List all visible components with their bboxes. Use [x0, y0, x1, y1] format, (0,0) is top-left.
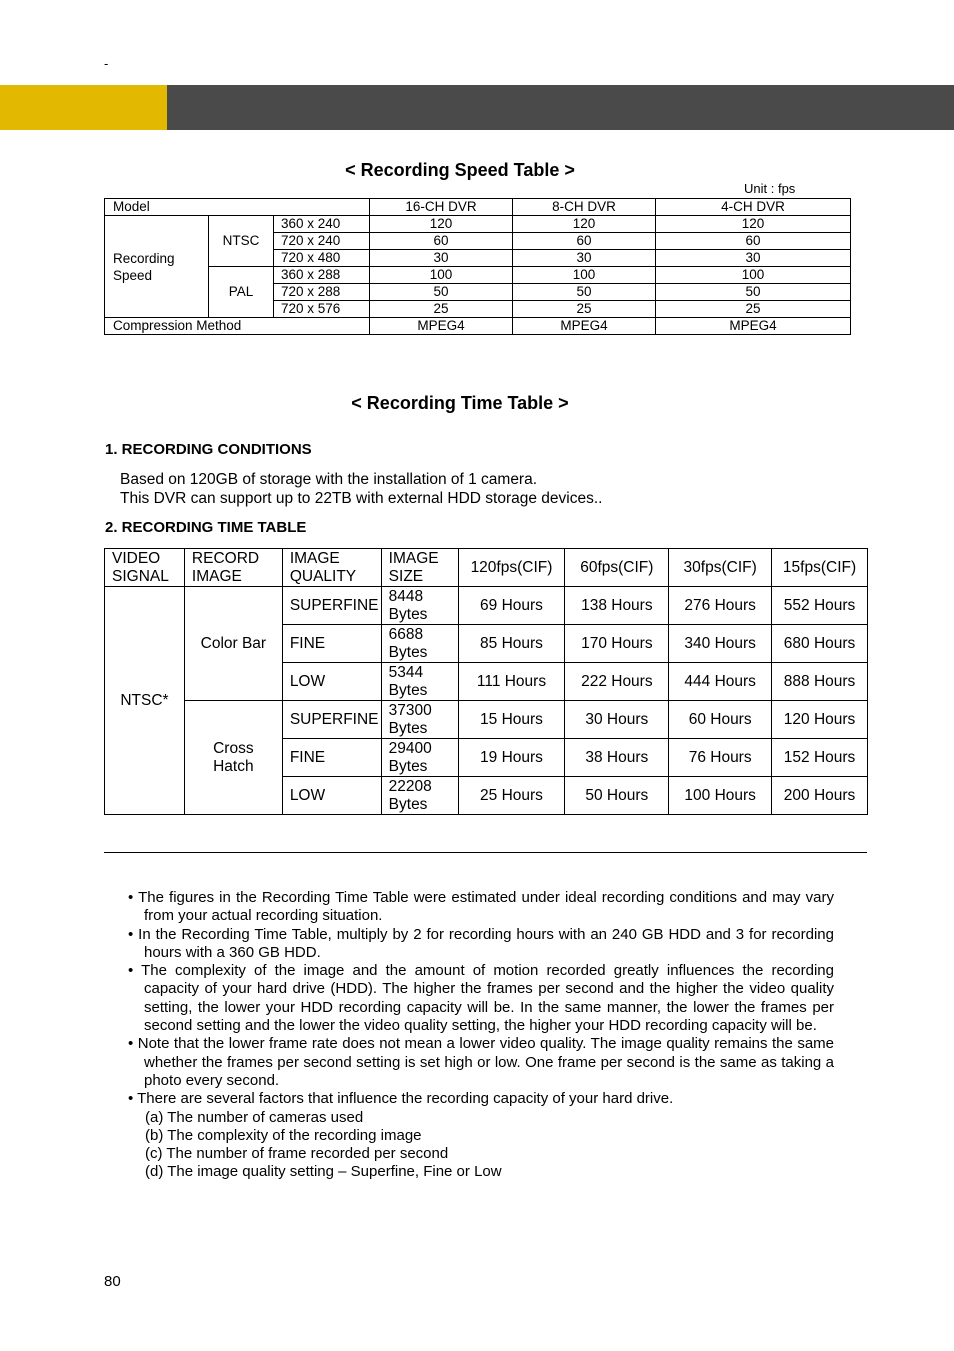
factor-item: (a) The number of cameras used [145, 1108, 364, 1126]
note-item: • Note that the lower frame rate does not mean a lower video quality. The image quality remains the same whether the frames per second setting is set high or low. One frame per second is the same as taking a photo every second. [128, 1035, 834, 1089]
value-cell: MPEG4 [656, 318, 851, 335]
value-cell: 50 [370, 284, 513, 301]
video-signal-cell: NTSC* [105, 587, 185, 815]
table-row [105, 587, 868, 625]
header-cell: 30fps(CIF) [669, 549, 772, 587]
hours-cell: 100 Hours [669, 777, 772, 815]
hours-cell: 552 Hours [772, 587, 868, 625]
table-row [105, 318, 851, 335]
header-cell: Model [105, 199, 370, 216]
resolution-cell: 720 x 576 [274, 301, 370, 318]
conditions-heading: 1. RECORDING CONDITIONS [105, 441, 312, 458]
table-row [105, 267, 851, 284]
header-band [167, 85, 954, 130]
quality-cell: FINE [282, 625, 381, 663]
page-number: 80 [104, 1273, 121, 1290]
value-cell: 100 [513, 267, 656, 284]
hours-cell: 19 Hours [458, 739, 565, 777]
speed-table-unit: Unit : fps [744, 181, 796, 196]
hours-cell: 50 Hours [565, 777, 669, 815]
resolution-cell: 360 x 240 [274, 216, 370, 233]
factor-item: (b) The complexity of the recording image [145, 1126, 422, 1144]
value-cell: 60 [513, 233, 656, 250]
divider [104, 852, 867, 853]
hours-cell: 276 Hours [669, 587, 772, 625]
hours-cell: 138 Hours [565, 587, 669, 625]
notes-list [128, 889, 834, 1182]
size-cell: 22208 Bytes [381, 777, 458, 815]
quality-cell: SUPERFINE [282, 587, 381, 625]
header-cell: 4-CH DVR [656, 199, 851, 216]
table-row [105, 701, 868, 739]
resolution-cell: 720 x 480 [274, 250, 370, 267]
size-cell: 37300 Bytes [381, 701, 458, 739]
hours-cell: 200 Hours [772, 777, 868, 815]
hours-cell: 30 Hours [565, 701, 669, 739]
quality-cell: LOW [282, 777, 381, 815]
value-cell: 25 [513, 301, 656, 318]
hours-cell: 76 Hours [669, 739, 772, 777]
header-cell: 15fps(CIF) [772, 549, 868, 587]
value-cell: 30 [370, 250, 513, 267]
hours-cell: 888 Hours [772, 663, 868, 701]
resolution-cell: 720 x 288 [274, 284, 370, 301]
header-cell: IMAGE QUALITY [282, 549, 381, 587]
signal-label: PAL [209, 267, 274, 318]
value-cell: 60 [656, 233, 851, 250]
time-table-heading: 2. RECORDING TIME TABLE [105, 519, 307, 536]
quality-cell: FINE [282, 739, 381, 777]
value-cell: 25 [370, 301, 513, 318]
hours-cell: 85 Hours [458, 625, 565, 663]
note-item: • In the Recording Time Table, multiply by 2 for recording hours with an 240 GB HDD and 3 for recording hours with a 360 GB HDD. [128, 925, 834, 961]
resolution-cell: 360 x 288 [274, 267, 370, 284]
table-row [105, 549, 868, 587]
header-cell: RECORD IMAGE [184, 549, 282, 587]
size-cell: 6688 Bytes [381, 625, 458, 663]
hours-cell: 60 Hours [669, 701, 772, 739]
table-row [105, 199, 851, 216]
value-cell: 120 [370, 216, 513, 233]
value-cell: 25 [656, 301, 851, 318]
row-group-label: Recording Speed [105, 216, 209, 318]
value-cell: 100 [370, 267, 513, 284]
conditions-line: This DVR can support up to 22TB with external HDD storage devices.. [120, 490, 603, 507]
hours-cell: 222 Hours [565, 663, 669, 701]
hours-cell: 444 Hours [669, 663, 772, 701]
hours-cell: 340 Hours [669, 625, 772, 663]
header-cell: IMAGE SIZE [381, 549, 458, 587]
conditions-line: Based on 120GB of storage with the installation of 1 camera. [120, 471, 538, 488]
header-cell: 8-CH DVR [513, 199, 656, 216]
resolution-cell: 720 x 240 [274, 233, 370, 250]
value-cell: 50 [656, 284, 851, 301]
compression-label: Compression Method [105, 318, 370, 335]
speed-table-title: < Recording Speed Table > [345, 160, 575, 180]
signal-label: NTSC [209, 216, 274, 267]
quality-cell: LOW [282, 663, 381, 701]
size-cell: 5344 Bytes [381, 663, 458, 701]
recording-speed-table [104, 198, 851, 335]
size-cell: 8448 Bytes [381, 587, 458, 625]
hours-cell: 25 Hours [458, 777, 565, 815]
hours-cell: 111 Hours [458, 663, 565, 701]
hours-cell: 38 Hours [565, 739, 669, 777]
hours-cell: 680 Hours [772, 625, 868, 663]
value-cell: 60 [370, 233, 513, 250]
factor-item: (c) The number of frame recorded per second [145, 1145, 449, 1163]
record-image-cell: Cross Hatch [184, 701, 282, 815]
header-accent-band [0, 85, 167, 130]
note-item: • The figures in the Recording Time Table were estimated under ideal recording conditions and may vary from your actual recording situation. [128, 889, 834, 925]
size-cell: 29400 Bytes [381, 739, 458, 777]
record-image-cell: Color Bar [184, 587, 282, 701]
quality-cell: SUPERFINE [282, 701, 381, 739]
time-table-title: < Recording Time Table > [351, 393, 569, 413]
hours-cell: 170 Hours [565, 625, 669, 663]
header-cell: 60fps(CIF) [565, 549, 669, 587]
value-cell: 120 [513, 216, 656, 233]
value-cell: 120 [656, 216, 851, 233]
header-cell: 120fps(CIF) [458, 549, 565, 587]
hours-cell: 120 Hours [772, 701, 868, 739]
value-cell: MPEG4 [370, 318, 513, 335]
header-cell: 16-CH DVR [370, 199, 513, 216]
value-cell: MPEG4 [513, 318, 656, 335]
value-cell: 50 [513, 284, 656, 301]
header-cell: VIDEO SIGNAL [105, 549, 185, 587]
note-item: • There are several factors that influence the recording capacity of your hard drive. [128, 1090, 674, 1108]
recording-time-table [104, 548, 868, 815]
hours-cell: 152 Hours [772, 739, 868, 777]
value-cell: 30 [513, 250, 656, 267]
header-dash: - [104, 56, 109, 71]
table-row [105, 216, 851, 233]
hours-cell: 15 Hours [458, 701, 565, 739]
value-cell: 30 [656, 250, 851, 267]
value-cell: 100 [656, 267, 851, 284]
factor-item: (d) The image quality setting – Superfine, Fine or Low [145, 1163, 502, 1181]
note-item: • The complexity of the image and the amount of motion recorded greatly influences the recording capacity of your hard drive (HDD). The higher the frames per second and the higher the video quality setting, the lower your HDD recording capacity will be. In the same manner, the lower the frames per second setting and the lower the video quality setting, the higher your HDD recording capacity will be. [128, 962, 834, 1035]
hours-cell: 69 Hours [458, 587, 565, 625]
